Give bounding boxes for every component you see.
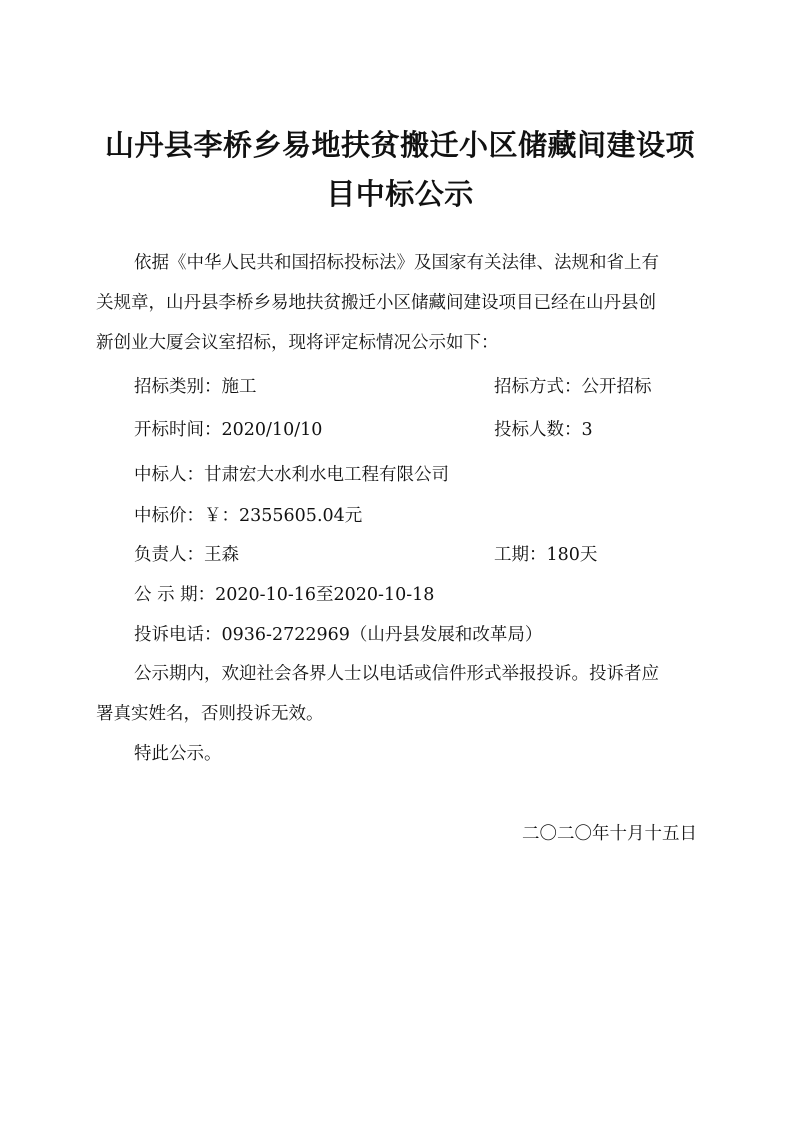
publicity-period-field: 公 示 期：2020-10-16至2020-10-18 [134, 585, 435, 605]
intro-line-1: 依据《中华人民共和国招标投标法》及国家有关法律、法规和省上有 [134, 253, 659, 273]
bidder-count-field: 投标人数：3 [494, 420, 593, 440]
bid-method-field: 招标方式：公开招标 [494, 377, 652, 397]
document-title-line-1: 山丹县李桥乡易地扶贫搬迁小区储藏间建设项 [104, 128, 695, 162]
bid-type-field: 招标类别：施工 [134, 377, 257, 397]
notice-line-2: 署真实姓名，否则投诉无效。 [96, 704, 324, 724]
document-date: 二〇二〇年十月十五日 [522, 824, 697, 844]
notice-line-1: 公示期内，欢迎社会各界人士以电话或信件形式举报投诉。投诉者应 [134, 664, 659, 684]
open-time-field: 开标时间：2020/10/10 [134, 420, 323, 440]
complaint-phone-field: 投诉电话：0936-2722969（山丹县发展和改革局） [134, 625, 543, 645]
intro-line-2: 关规章，山丹县李桥乡易地扶贫搬迁小区储藏间建设项目已经在山丹县创 [96, 293, 656, 313]
manager-field: 负责人：王森 [134, 545, 239, 565]
document-title-line-2: 目中标公示 [326, 177, 474, 211]
price-field: 中标价：￥：2355605.04元 [134, 506, 363, 526]
duration-field: 工期：180天 [494, 545, 598, 565]
intro-line-3: 新创业大厦会议室招标，现将评定标情况公示如下： [96, 333, 499, 353]
closing-text: 特此公示。 [134, 744, 222, 764]
winner-field: 中标人：甘肃宏大水利水电工程有限公司 [134, 465, 449, 485]
